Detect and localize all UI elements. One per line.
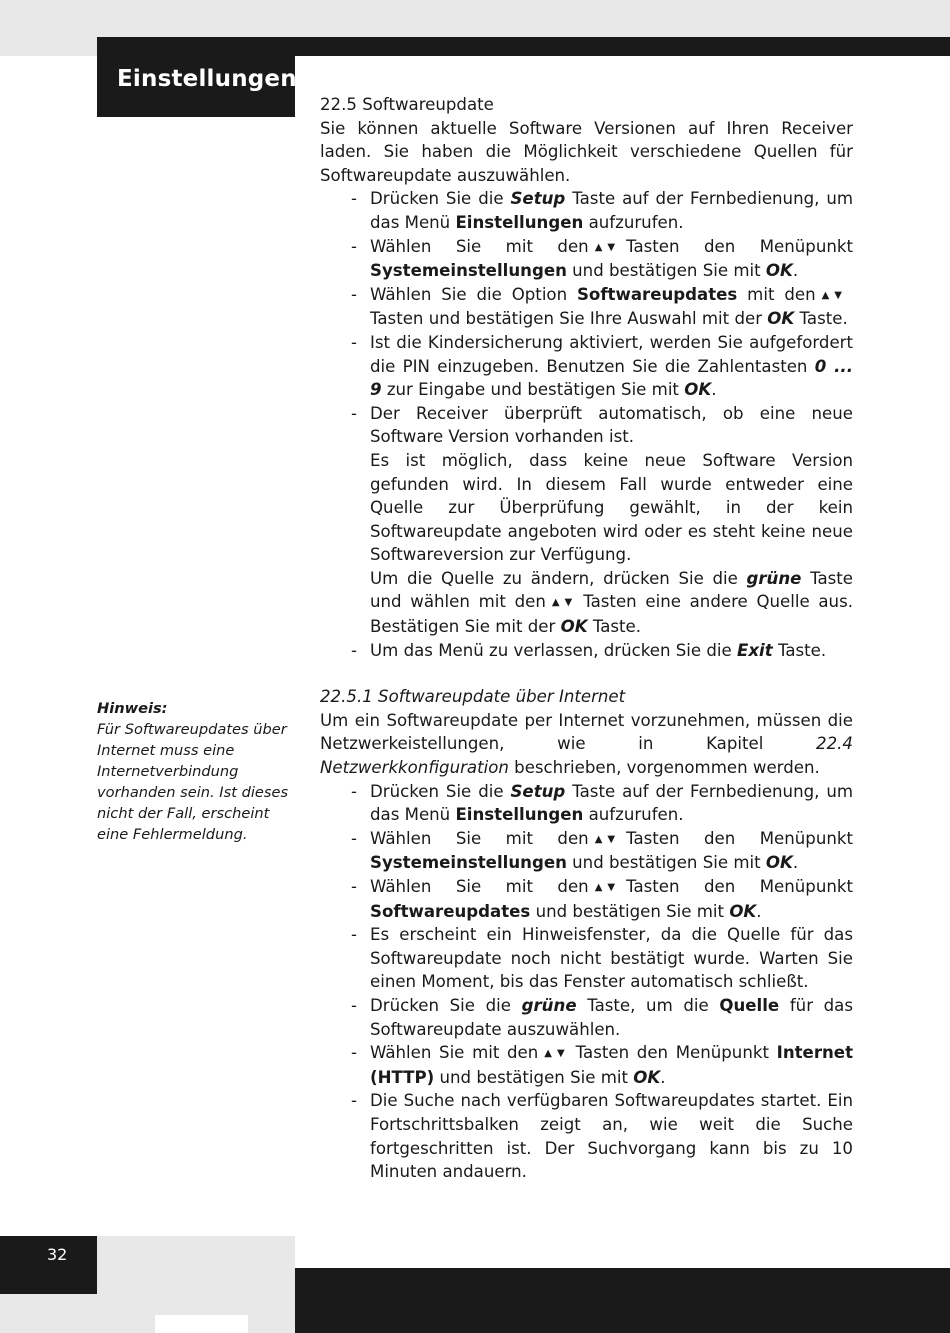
list-item: - Der Receiver überprüft automatisch, ob eine neue Software Version vorhanden ist. Es ist möglich, dass keine neue Software Version gefunden wird. In diesem Fall wurde entweder eine Quelle zur Überprüfung gewählt, in der kein Softwareupdate angeboten wird oder es steht keine neue Softwareversion zur Verfügung. Um die Quelle zu ändern, drücken Sie die grüne Taste und wählen mit den ▲▼ Tasten eine andere Quelle aus. Bestätigen Sie mit der OK Taste. bbox=[320, 402, 853, 639]
up-down-arrow-keys-icon: ▲▼ bbox=[544, 1048, 570, 1060]
section-tab bbox=[97, 56, 295, 117]
sidebar-note bbox=[97, 698, 297, 845]
list-item: - Die Suche nach verfügbaren Softwareupdates startet. Ein Fortschrittsbalken zeigt an, wie weit die Suche fortgeschritten ist. Der Suchvorgang kann bis zu 10 Minuten andauern. bbox=[320, 1089, 853, 1183]
list-item: - Es erscheint ein Hinweisfenster, da die Quelle für das Softwareupdate noch nicht bestätigt wurde. Warten Sie einen Moment, bis das Fenster automatisch schließt. bbox=[320, 923, 853, 994]
section-heading: 22.5 Softwareupdate bbox=[320, 95, 494, 114]
list-item: - Wählen Sie die Option Softwareupdates mit den ▲▼Tasten und bestätigen Sie Ihre Auswahl mit der OK Taste. bbox=[320, 283, 853, 331]
subsection-intro: Um ein Softwareupdate per Internet vorzunehmen, müssen die Netzwerkeistellungen, wie in Kapitel 22.4 Netzwerkkonfiguration beschrieben, vorgenommen werden. bbox=[320, 710, 853, 778]
subsection-heading: 22.5.1 Softwareupdate über Internet bbox=[320, 687, 626, 707]
note-title: Hinweis: bbox=[97, 700, 168, 717]
up-down-arrow-keys-icon: ▲▼ bbox=[594, 241, 621, 253]
up-down-arrow-keys-icon: ▲▼ bbox=[594, 882, 621, 893]
up-down-arrow-keys-icon: ▲▼ bbox=[594, 833, 621, 845]
section-steps bbox=[320, 187, 853, 662]
list-item: - Wählen Sie mit den ▲▼ Tasten den Menüpunkt Internet (HTTP) und bestätigen Sie mit OK. bbox=[320, 1041, 853, 1089]
section-title: Einstellungen bbox=[117, 66, 297, 92]
list-item: - Wählen Sie mit den ▲▼ Tasten den Menüpunkt Systemeinstellungen und bestätigen Sie mit OK. bbox=[320, 827, 853, 875]
list-item: - Wählen Sie mit den ▲▼ Tasten den Menüpunkt Systemeinstellungen und bestätigen Sie mit OK. bbox=[320, 235, 853, 283]
list-item: - Wählen Sie mit den ▲▼ Tasten den Menüpunkt Softwareupdates und bestätigen Sie mit OK. bbox=[320, 875, 853, 923]
footer-notch bbox=[155, 1315, 248, 1333]
list-item: - Um das Menü zu verlassen, drücken Sie die Exit Taste. bbox=[320, 639, 853, 663]
main-content bbox=[320, 93, 853, 1184]
page-number-box bbox=[0, 1236, 97, 1294]
list-item: - Drücken Sie die Setup Taste auf der Fernbedienung, um das Menü Einstellungen aufzurufen. bbox=[320, 780, 853, 827]
list-item: - Ist die Kindersicherung aktiviert, werden Sie aufgefordert die PIN einzugeben. Benutzen Sie die Zahlentasten 0 ... 9 zur Eingabe und bestätigen Sie mit OK. bbox=[320, 331, 853, 402]
up-down-arrow-keys-icon: ▲▼ bbox=[551, 597, 578, 609]
section-intro: Sie können aktuelle Software Versionen auf Ihren Receiver laden. Sie haben die Möglichkeit verschiedene Quellen für Softwareupdate auszuwählen. bbox=[320, 118, 853, 185]
page-number: 32 bbox=[47, 1245, 68, 1264]
subsection-steps bbox=[320, 780, 853, 1184]
footer-bar bbox=[295, 1268, 950, 1333]
up-down-arrow-keys-icon: ▲▼ bbox=[821, 289, 847, 301]
header-bar bbox=[97, 37, 950, 56]
list-item: - Drücken Sie die Setup Taste auf der Fernbedienung, um das Menü Einstellungen aufzurufen. bbox=[320, 187, 853, 234]
list-item: - Drücken Sie die grüne Taste, um die Quelle für das Softwareupdate auszuwählen. bbox=[320, 994, 853, 1041]
note-body: Für Softwareupdates über Internet muss eine Internetverbindung vorhanden sein. Ist dieses nicht der Fall, erscheint eine Fehlermeldung. bbox=[97, 721, 289, 843]
